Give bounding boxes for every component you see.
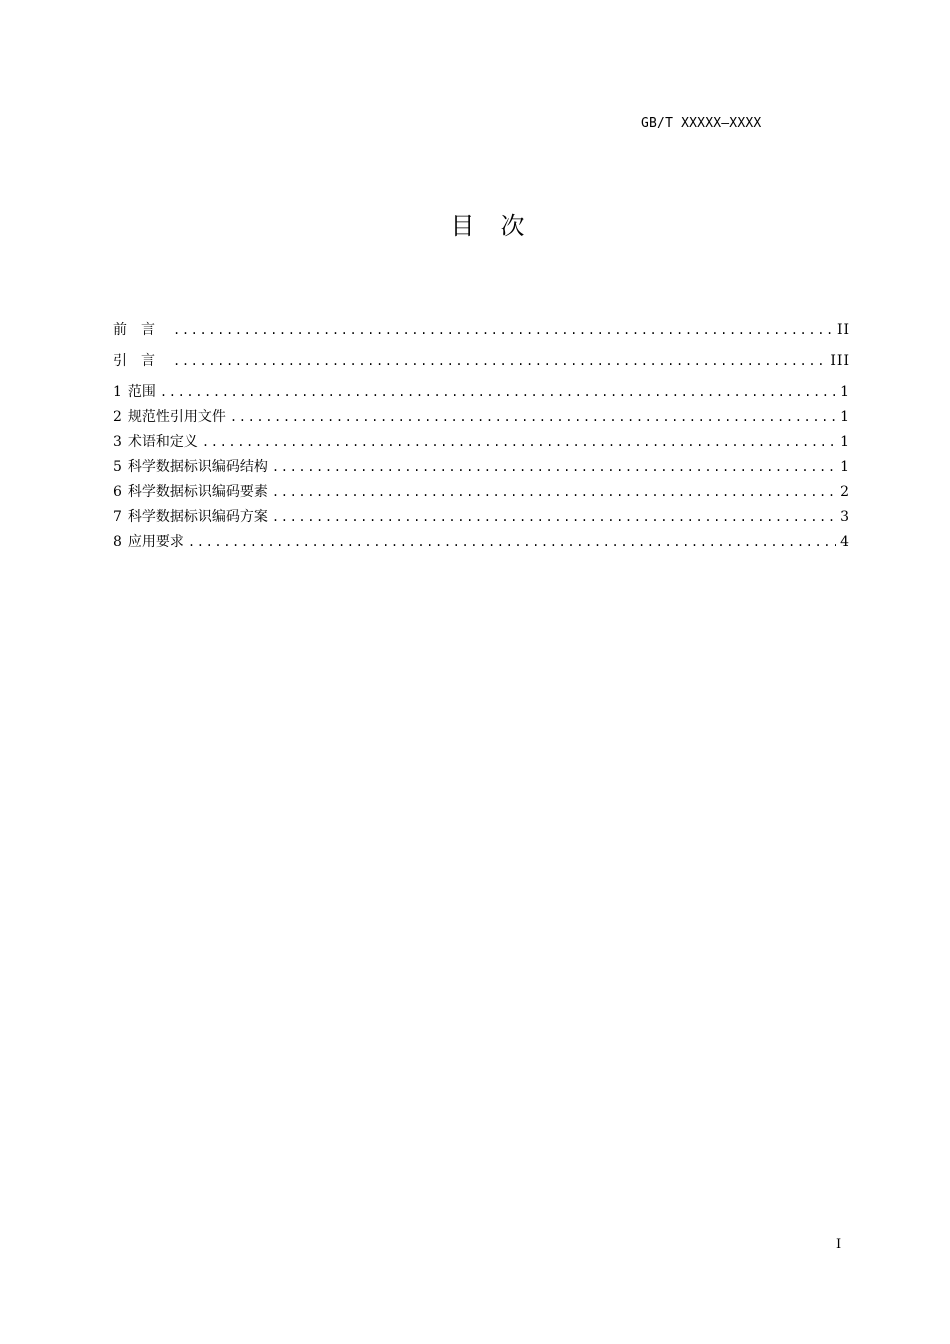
toc-title-part2: 次 bbox=[500, 212, 525, 240]
toc-title bbox=[0, 206, 950, 241]
toc-entry-page: III bbox=[830, 353, 850, 369]
toc-entry-scope[interactable] bbox=[113, 380, 850, 405]
toc-entry-label: 1 范围 bbox=[113, 384, 156, 400]
toc-entry-application-requirements[interactable] bbox=[113, 530, 850, 555]
toc-entry-introduction[interactable] bbox=[113, 349, 850, 380]
toc-entry-page: II bbox=[836, 322, 850, 338]
toc-entry-number: 7 bbox=[113, 509, 122, 525]
toc-entry-number: 3 bbox=[113, 434, 122, 450]
toc-entry-code-scheme[interactable] bbox=[113, 505, 850, 530]
toc-leader-dots bbox=[230, 405, 836, 430]
toc-entry-number: 6 bbox=[113, 484, 122, 500]
toc-entry-label: 6 科学数据标识编码要素 bbox=[113, 484, 268, 500]
toc-entry-page: 1 bbox=[840, 384, 850, 400]
toc-entry-label: 8 应用要求 bbox=[113, 534, 184, 550]
toc-leader-dots bbox=[272, 505, 836, 530]
toc-entry-code-structure[interactable] bbox=[113, 455, 850, 480]
toc-entry-label: 2 规范性引用文件 bbox=[113, 409, 226, 425]
toc-entry-label: 5 科学数据标识编码结构 bbox=[113, 459, 268, 475]
toc-leader-dots bbox=[160, 380, 836, 405]
toc-entry-page: 1 bbox=[840, 434, 850, 450]
toc-leader-dots bbox=[173, 318, 833, 343]
toc-entry-number: 8 bbox=[113, 534, 122, 550]
toc-leader-dots bbox=[272, 480, 836, 505]
toc-entry-normative-references[interactable] bbox=[113, 405, 850, 430]
toc-entry-label: 引言 bbox=[113, 353, 169, 369]
toc-leader-dots bbox=[202, 430, 836, 455]
toc-entry-number: 2 bbox=[113, 409, 122, 425]
toc-entry-terms-definitions[interactable] bbox=[113, 430, 850, 455]
toc-leader-dots bbox=[188, 530, 836, 555]
toc-entry-number: 1 bbox=[113, 384, 122, 400]
table-of-contents bbox=[113, 318, 850, 555]
toc-entry-label: 前言 bbox=[113, 322, 169, 338]
toc-entry-page: 2 bbox=[840, 484, 850, 500]
toc-entry-page: 1 bbox=[840, 459, 850, 475]
toc-entry-foreword[interactable] bbox=[113, 318, 850, 349]
toc-entry-number: 5 bbox=[113, 459, 122, 475]
toc-leader-dots bbox=[272, 455, 836, 480]
standard-code: GB/T XXXXX—XXXX bbox=[641, 116, 762, 131]
toc-entry-code-elements[interactable] bbox=[113, 480, 850, 505]
toc-title-part1: 目 bbox=[450, 212, 475, 240]
toc-entry-page: 4 bbox=[840, 534, 850, 550]
toc-leader-dots bbox=[173, 349, 826, 374]
toc-entry-page: 3 bbox=[840, 509, 850, 525]
page-number: I bbox=[836, 1237, 842, 1252]
toc-entry-label: 7 科学数据标识编码方案 bbox=[113, 509, 268, 525]
toc-entry-label: 3 术语和定义 bbox=[113, 434, 198, 450]
toc-entry-page: 1 bbox=[840, 409, 850, 425]
